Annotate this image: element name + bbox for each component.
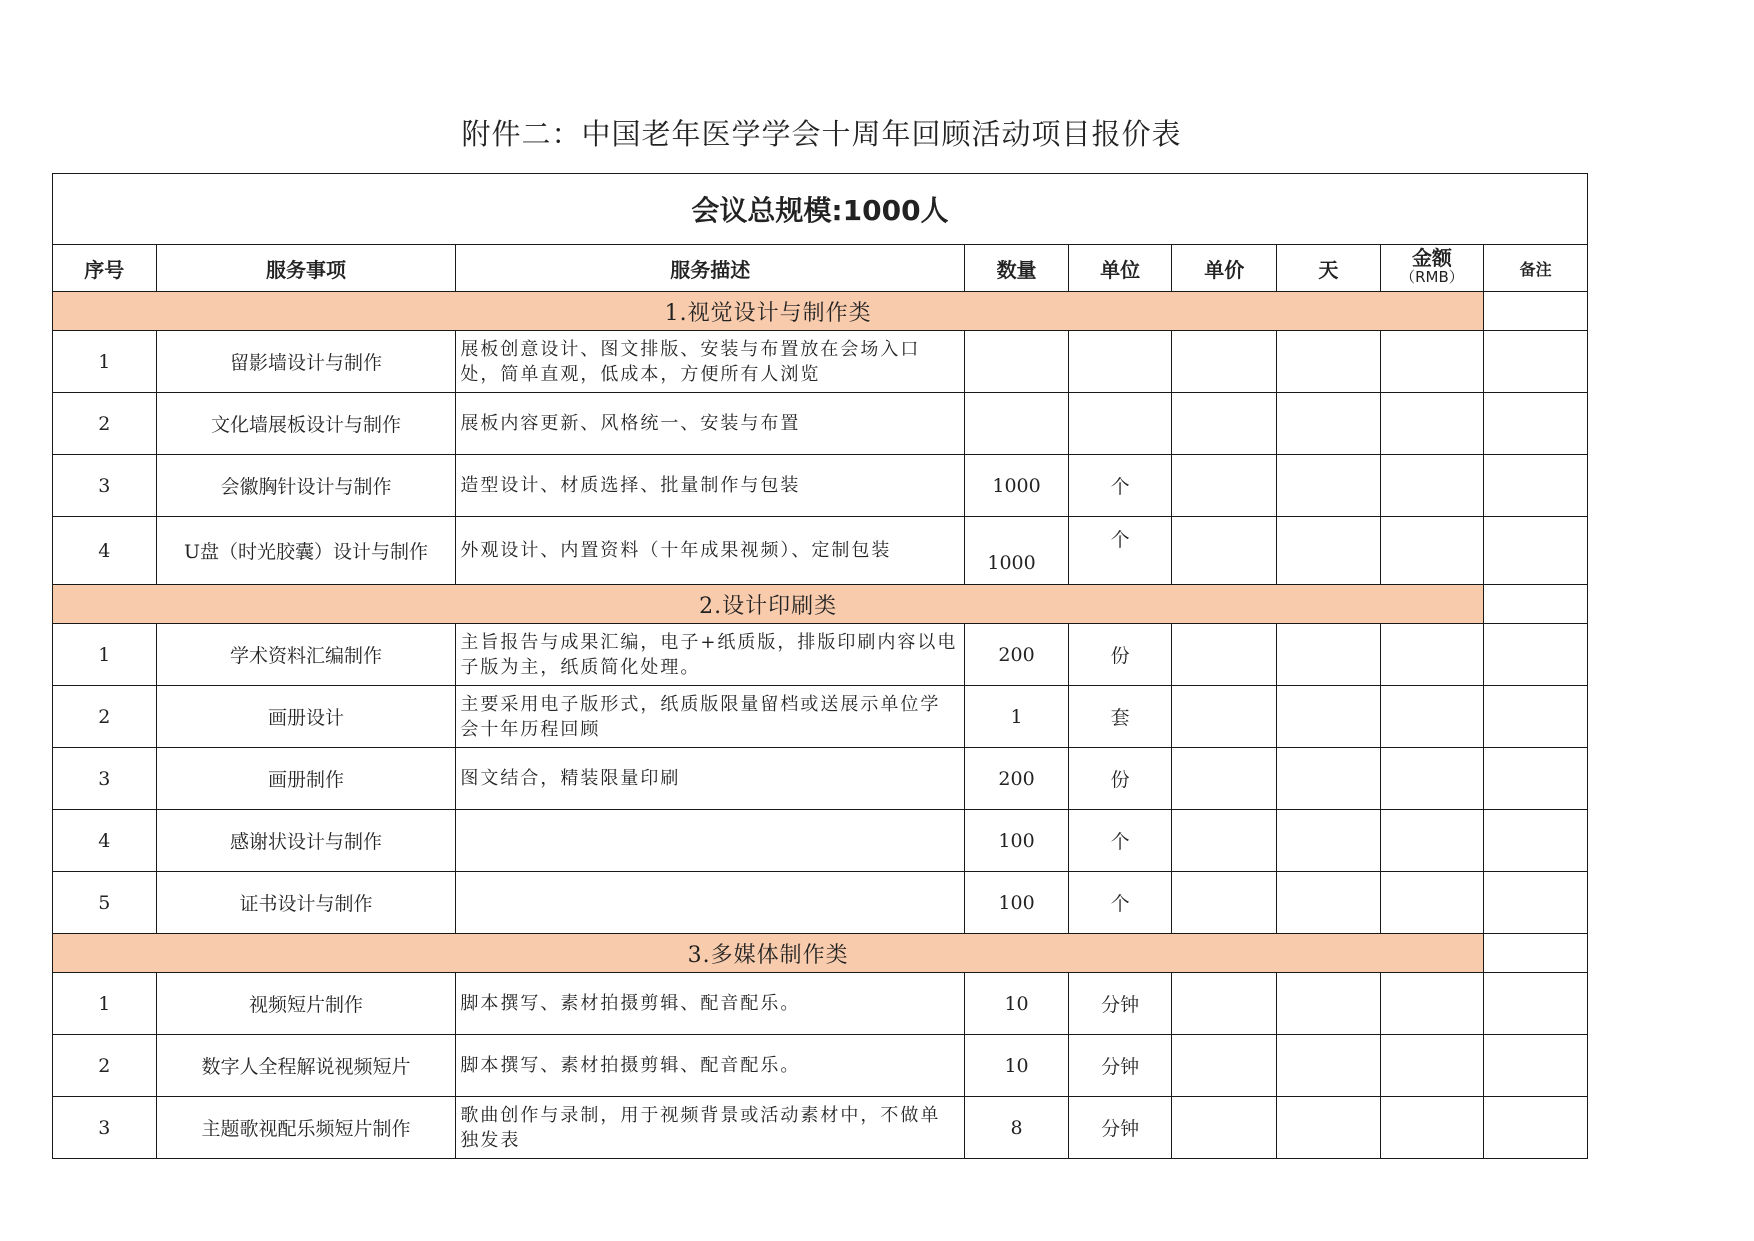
header-row xyxy=(53,245,1588,292)
cell-unit xyxy=(1068,331,1172,393)
section-row xyxy=(53,934,1588,973)
table-row xyxy=(53,331,1588,393)
cell-amount xyxy=(1380,517,1484,585)
section-row xyxy=(53,585,1588,624)
table-row xyxy=(53,624,1588,686)
cell-seq: 1 xyxy=(53,624,157,686)
cell-note xyxy=(1484,810,1588,872)
cell-service: 画册制作 xyxy=(156,748,456,810)
cell-seq: 3 xyxy=(53,748,157,810)
cell-days xyxy=(1277,1035,1381,1097)
cell-qty: 100 xyxy=(965,872,1069,934)
cell-unit: 份 xyxy=(1068,748,1172,810)
table-row xyxy=(53,748,1588,810)
cell-qty: 100 xyxy=(965,810,1069,872)
section-title: 2.设计印刷类 xyxy=(53,585,1484,624)
cell-desc: 展板创意设计、图文排版、安装与布置放在会场入口处，简单直观，低成本，方便所有人浏览 xyxy=(456,331,965,393)
cell-qty: 10 xyxy=(965,1035,1069,1097)
cell-service: 学术资料汇编制作 xyxy=(156,624,456,686)
col-header-service: 服务事项 xyxy=(156,245,456,292)
cell-desc xyxy=(456,810,965,872)
meeting-scale-label: 会议总规模:1000人 xyxy=(53,174,1588,245)
cell-price xyxy=(1172,517,1277,585)
quote-table xyxy=(52,173,1588,1159)
amount-label: 金额 xyxy=(1411,246,1452,270)
cell-desc: 歌曲创作与录制，用于视频背景或活动素材中，不做单独发表 xyxy=(456,1097,965,1159)
cell-unit: 套 xyxy=(1068,686,1172,748)
cell-service: 会徽胸针设计与制作 xyxy=(156,455,456,517)
cell-seq: 3 xyxy=(53,455,157,517)
table-row xyxy=(53,686,1588,748)
cell-service: 画册设计 xyxy=(156,686,456,748)
cell-price xyxy=(1172,624,1277,686)
cell-qty: 8 xyxy=(965,1097,1069,1159)
cell-qty: 200 xyxy=(965,748,1069,810)
cell-qty xyxy=(965,393,1069,455)
cell-desc: 展板内容更新、风格统一、安装与布置 xyxy=(456,393,965,455)
cell-days xyxy=(1277,686,1381,748)
cell-price xyxy=(1172,393,1277,455)
col-header-days: 天 xyxy=(1277,245,1381,292)
cell-unit: 个 xyxy=(1068,872,1172,934)
cell-unit: 分钟 xyxy=(1068,973,1172,1035)
cell-unit: 个 xyxy=(1068,517,1172,585)
cell-amount xyxy=(1380,748,1484,810)
cell-amount xyxy=(1380,1035,1484,1097)
amount-currency: （RMB） xyxy=(1400,268,1464,286)
cell-service: U盘（时光胶囊）设计与制作 xyxy=(156,517,456,585)
col-header-seq: 序号 xyxy=(53,245,157,292)
col-header-amount xyxy=(1380,245,1484,292)
cell-qty: 200 xyxy=(965,624,1069,686)
cell-note xyxy=(1484,331,1588,393)
cell-days xyxy=(1277,393,1381,455)
cell-price xyxy=(1172,973,1277,1035)
cell-amount xyxy=(1380,1097,1484,1159)
table-row xyxy=(53,517,1588,585)
cell-qty: 1 xyxy=(965,686,1069,748)
cell-note xyxy=(1484,393,1588,455)
col-header-note: 备注 xyxy=(1484,245,1588,292)
cell-note xyxy=(1484,973,1588,1035)
cell-note xyxy=(1484,1097,1588,1159)
cell-note xyxy=(1484,455,1588,517)
cell-seq: 1 xyxy=(53,331,157,393)
cell-seq: 2 xyxy=(53,393,157,455)
cell-service: 视频短片制作 xyxy=(156,973,456,1035)
cell-unit: 个 xyxy=(1068,455,1172,517)
cell-note xyxy=(1484,748,1588,810)
cell-service: 数字人全程解说视频短片 xyxy=(156,1035,456,1097)
cell-seq: 2 xyxy=(53,1035,157,1097)
col-header-price: 单价 xyxy=(1172,245,1277,292)
cell-amount xyxy=(1380,624,1484,686)
cell-note xyxy=(1484,686,1588,748)
cell-desc: 主旨报告与成果汇编，电子+纸质版，排版印刷内容以电子版为主，纸质简化处理。 xyxy=(456,624,965,686)
cell-price xyxy=(1172,331,1277,393)
section-title: 3.多媒体制作类 xyxy=(53,934,1484,973)
cell-seq: 1 xyxy=(53,973,157,1035)
cell-seq: 4 xyxy=(53,517,157,585)
cell-desc: 造型设计、材质选择、批量制作与包装 xyxy=(456,455,965,517)
cell-desc: 脚本撰写、素材拍摄剪辑、配音配乐。 xyxy=(456,973,965,1035)
cell-price xyxy=(1172,872,1277,934)
cell-price xyxy=(1172,455,1277,517)
cell-amount xyxy=(1380,455,1484,517)
table-row xyxy=(53,872,1588,934)
cell-note xyxy=(1484,1035,1588,1097)
cell-service: 证书设计与制作 xyxy=(156,872,456,934)
cell-seq: 5 xyxy=(53,872,157,934)
cell-unit: 分钟 xyxy=(1068,1097,1172,1159)
section-row xyxy=(53,292,1588,331)
cell-service: 文化墙展板设计与制作 xyxy=(156,393,456,455)
cell-qty: 1000 xyxy=(965,517,1069,585)
col-header-desc: 服务描述 xyxy=(456,245,965,292)
cell-days xyxy=(1277,748,1381,810)
cell-price xyxy=(1172,686,1277,748)
cell-desc: 外观设计、内置资料（十年成果视频）、定制包装 xyxy=(456,517,965,585)
cell-amount xyxy=(1380,331,1484,393)
table-row xyxy=(53,810,1588,872)
table-row xyxy=(53,973,1588,1035)
cell-qty: 1000 xyxy=(965,455,1069,517)
cell-price xyxy=(1172,748,1277,810)
cell-price xyxy=(1172,810,1277,872)
cell-days xyxy=(1277,973,1381,1035)
cell-seq: 4 xyxy=(53,810,157,872)
cell-note xyxy=(1484,517,1588,585)
cell-desc xyxy=(456,872,965,934)
cell-days xyxy=(1277,1097,1381,1159)
cell-note xyxy=(1484,872,1588,934)
cell-service: 主题歌视配乐频短片制作 xyxy=(156,1097,456,1159)
cell-days xyxy=(1277,810,1381,872)
section-note-cell xyxy=(1484,585,1588,624)
section-note-cell xyxy=(1484,934,1588,973)
cell-desc: 脚本撰写、素材拍摄剪辑、配音配乐。 xyxy=(456,1035,965,1097)
cell-unit: 分钟 xyxy=(1068,1035,1172,1097)
cell-amount xyxy=(1380,393,1484,455)
cell-desc: 图文结合，精装限量印刷 xyxy=(456,748,965,810)
document-title: 附件二：中国老年医学学会十周年回顾活动项目报价表 xyxy=(461,117,1182,151)
table-row xyxy=(53,393,1588,455)
cell-days xyxy=(1277,331,1381,393)
cell-service: 留影墙设计与制作 xyxy=(156,331,456,393)
cell-note xyxy=(1484,624,1588,686)
section-note-cell xyxy=(1484,292,1588,331)
col-header-unit: 单位 xyxy=(1068,245,1172,292)
cell-unit: 份 xyxy=(1068,624,1172,686)
cell-amount xyxy=(1380,810,1484,872)
cell-seq: 2 xyxy=(53,686,157,748)
cell-service: 感谢状设计与制作 xyxy=(156,810,456,872)
scale-row xyxy=(53,174,1588,245)
cell-days xyxy=(1277,517,1381,585)
cell-amount xyxy=(1380,872,1484,934)
col-header-qty: 数量 xyxy=(965,245,1069,292)
cell-days xyxy=(1277,624,1381,686)
cell-desc: 主要采用电子版形式，纸质版限量留档或送展示单位学会十年历程回顾 xyxy=(456,686,965,748)
cell-days xyxy=(1277,872,1381,934)
table-row xyxy=(53,1097,1588,1159)
cell-days xyxy=(1277,455,1381,517)
cell-amount xyxy=(1380,686,1484,748)
table-row xyxy=(53,1035,1588,1097)
cell-qty: 10 xyxy=(965,973,1069,1035)
cell-price xyxy=(1172,1097,1277,1159)
cell-price xyxy=(1172,1035,1277,1097)
section-title: 1.视觉设计与制作类 xyxy=(53,292,1484,331)
cell-amount xyxy=(1380,973,1484,1035)
cell-qty xyxy=(965,331,1069,393)
cell-unit: 个 xyxy=(1068,810,1172,872)
table-row xyxy=(53,455,1588,517)
cell-unit xyxy=(1068,393,1172,455)
cell-seq: 3 xyxy=(53,1097,157,1159)
